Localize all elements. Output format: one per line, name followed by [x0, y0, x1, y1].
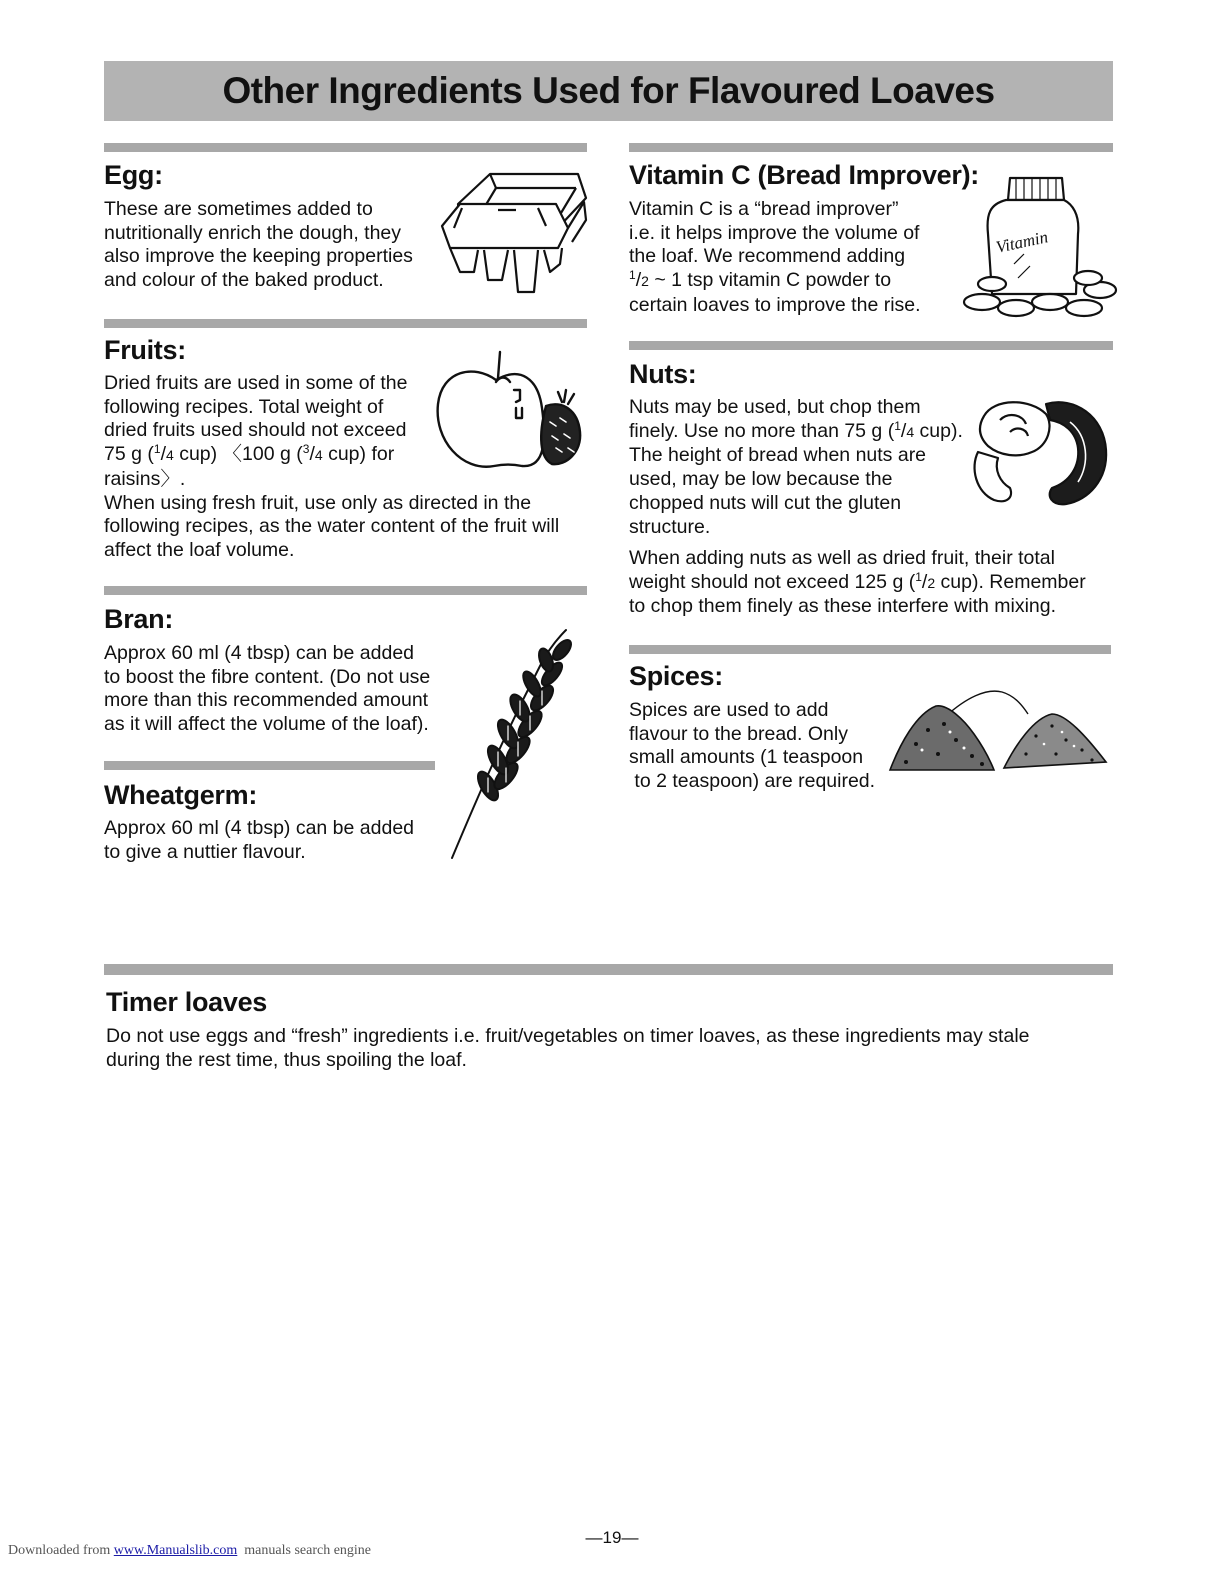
- wheatgerm-line: Approx 60 ml (4 tbsp) can be added: [104, 817, 415, 839]
- manualslib-link[interactable]: www.Manualslib.com: [113, 1543, 238, 1558]
- spices-text: [629, 699, 875, 794]
- nuts-line: structure.: [629, 515, 711, 538]
- bran-text: [104, 642, 430, 737]
- text-run: /: [160, 443, 166, 466]
- text-run: /: [921, 570, 928, 593]
- vitamin-jar-illustration: [960, 174, 1120, 322]
- fruits-line: Dried fruits are used in some of the: [104, 372, 408, 394]
- text-run: /: [309, 443, 315, 466]
- nuts-line: chopped nuts will cut the gluten: [629, 491, 902, 514]
- text-run: cup) 〈100 g (: [173, 443, 303, 466]
- fraction-denominator: 4: [165, 447, 174, 464]
- page-title: Other Ingredients Used for Flavoured Loaves: [222, 70, 995, 111]
- fraction-denominator: 4: [906, 423, 915, 440]
- wheatgerm-line: to give a nuttier flavour.: [104, 840, 306, 863]
- nuts-illustration: [970, 396, 1110, 508]
- fraction-numerator: 1: [915, 569, 922, 584]
- text-run: finely. Use no more than 75 g (: [629, 419, 895, 442]
- text-run: cup). Remember: [935, 570, 1086, 593]
- page-number: —19—: [585, 1528, 639, 1547]
- vitamin-c-line: the loaf. We recommend adding: [629, 245, 906, 268]
- wheat-ear-illustration: [448, 626, 578, 862]
- text-run: cup) for: [322, 443, 395, 466]
- fruits-line: following recipes, as the water content of the fruit will: [104, 515, 560, 538]
- wheatgerm-text: [104, 817, 414, 864]
- section-divider: [104, 586, 587, 595]
- egg-heading: Egg:: [104, 160, 163, 190]
- fraction-numerator: 1: [153, 442, 161, 457]
- section-divider: [104, 964, 1113, 975]
- spices-line: flavour to the bread. Only: [629, 722, 848, 745]
- nuts-line: used, may be low because the: [629, 468, 893, 491]
- fruits-heading: Fruits:: [104, 335, 186, 365]
- egg-line: and colour of the baked product.: [104, 269, 384, 292]
- nuts-line: The height of bread when nuts are: [629, 444, 927, 467]
- fraction-denominator: 4: [314, 447, 323, 464]
- bran-line: to boost the fibre content. (Do not use: [104, 665, 431, 688]
- fraction-numerator: 3: [302, 442, 310, 457]
- text-run: weight should not exceed 125 g (: [629, 570, 916, 593]
- nuts-line: [629, 571, 1086, 596]
- section-divider: [104, 143, 587, 152]
- page-title-bar: [104, 61, 1113, 121]
- fruits-line: raisins〉.: [104, 467, 186, 490]
- nuts-text: [629, 396, 963, 539]
- vitamin-c-line: [629, 269, 921, 294]
- fraction-numerator: 1: [629, 268, 636, 283]
- timer-text: [106, 1025, 1030, 1072]
- bran-line: Approx 60 ml (4 tbsp) can be added: [104, 642, 415, 664]
- nuts-line: [629, 420, 963, 445]
- nuts-line: When adding nuts as well as dried fruit, their total: [629, 547, 1055, 569]
- vitamin-c-heading: Vitamin C (Bread Improver):: [629, 160, 979, 190]
- egg-line: also improve the keeping properties: [104, 245, 413, 268]
- section-divider: [104, 761, 435, 770]
- section-divider: [104, 319, 587, 328]
- fruits-line: dried fruits used should not exceed: [104, 419, 407, 442]
- bran-line: more than this recommended amount: [104, 689, 429, 712]
- timer-heading: Timer loaves: [106, 987, 267, 1017]
- nuts-heading: Nuts:: [629, 359, 697, 389]
- download-footer: [8, 1543, 371, 1559]
- spices-line: small amounts (1 teaspoon: [629, 746, 864, 769]
- fruits-line: following recipes. Total weight of: [104, 395, 384, 418]
- egg-carton-illustration: [438, 168, 588, 296]
- fraction-numerator: 1: [894, 418, 901, 433]
- vitamin-c-line: i.e. it helps improve the volume of: [629, 221, 920, 244]
- text-run: cup).: [914, 419, 963, 442]
- apple-illustration: [434, 348, 588, 468]
- wheatgerm-heading: Wheatgerm:: [104, 780, 258, 810]
- jar-label-text: Vitamin: [994, 227, 1050, 257]
- bran-line: as it will affect the volume of the loaf).: [104, 713, 429, 736]
- vitamin-c-line: Vitamin C is a “bread improver”: [629, 198, 899, 220]
- spice-piles-illustration: [886, 684, 1112, 776]
- fruits-line: affect the loaf volume.: [104, 538, 295, 561]
- nuts-text-2: [629, 547, 1086, 619]
- egg-line: nutritionally enrich the dough, they: [104, 221, 402, 244]
- section-divider: [629, 143, 1113, 152]
- timer-line: Do not use eggs and “fresh” ingredients i.e. fruit/vegetables on timer loaves, as these ingredients may stale: [106, 1025, 1030, 1047]
- nuts-line: Nuts may be used, but chop them: [629, 396, 921, 418]
- section-divider: [629, 341, 1113, 350]
- text-run: 75 g (: [104, 443, 154, 466]
- spices-line: Spices are used to add: [629, 699, 829, 721]
- footer-prefix: Downloaded from: [8, 1543, 114, 1558]
- fraction-denominator: 2: [927, 574, 936, 591]
- page-number-value: 19: [602, 1528, 622, 1547]
- section-divider: [629, 645, 1111, 654]
- spices-heading: Spices:: [629, 661, 723, 691]
- vitamin-c-line: certain loaves to improve the rise.: [629, 293, 921, 316]
- timer-line: during the rest time, thus spoiling the loaf.: [106, 1048, 467, 1071]
- footer-suffix: manuals search engine: [237, 1543, 372, 1558]
- nuts-line: to chop them finely as these interfere with mixing.: [629, 595, 1057, 618]
- fraction-denominator: 2: [641, 273, 649, 290]
- bran-heading: Bran:: [104, 604, 174, 634]
- text-run: /: [635, 269, 642, 292]
- fruits-line: When using fresh fruit, use only as directed in the: [104, 491, 532, 514]
- egg-line: These are sometimes added to: [104, 198, 373, 220]
- spices-line: to 2 teaspoon) are required.: [629, 770, 876, 793]
- text-run: ~ 1 tsp vitamin C powder to: [648, 269, 892, 292]
- vitamin-c-text: [629, 198, 921, 318]
- text-run: /: [900, 419, 907, 442]
- egg-text: [104, 198, 413, 293]
